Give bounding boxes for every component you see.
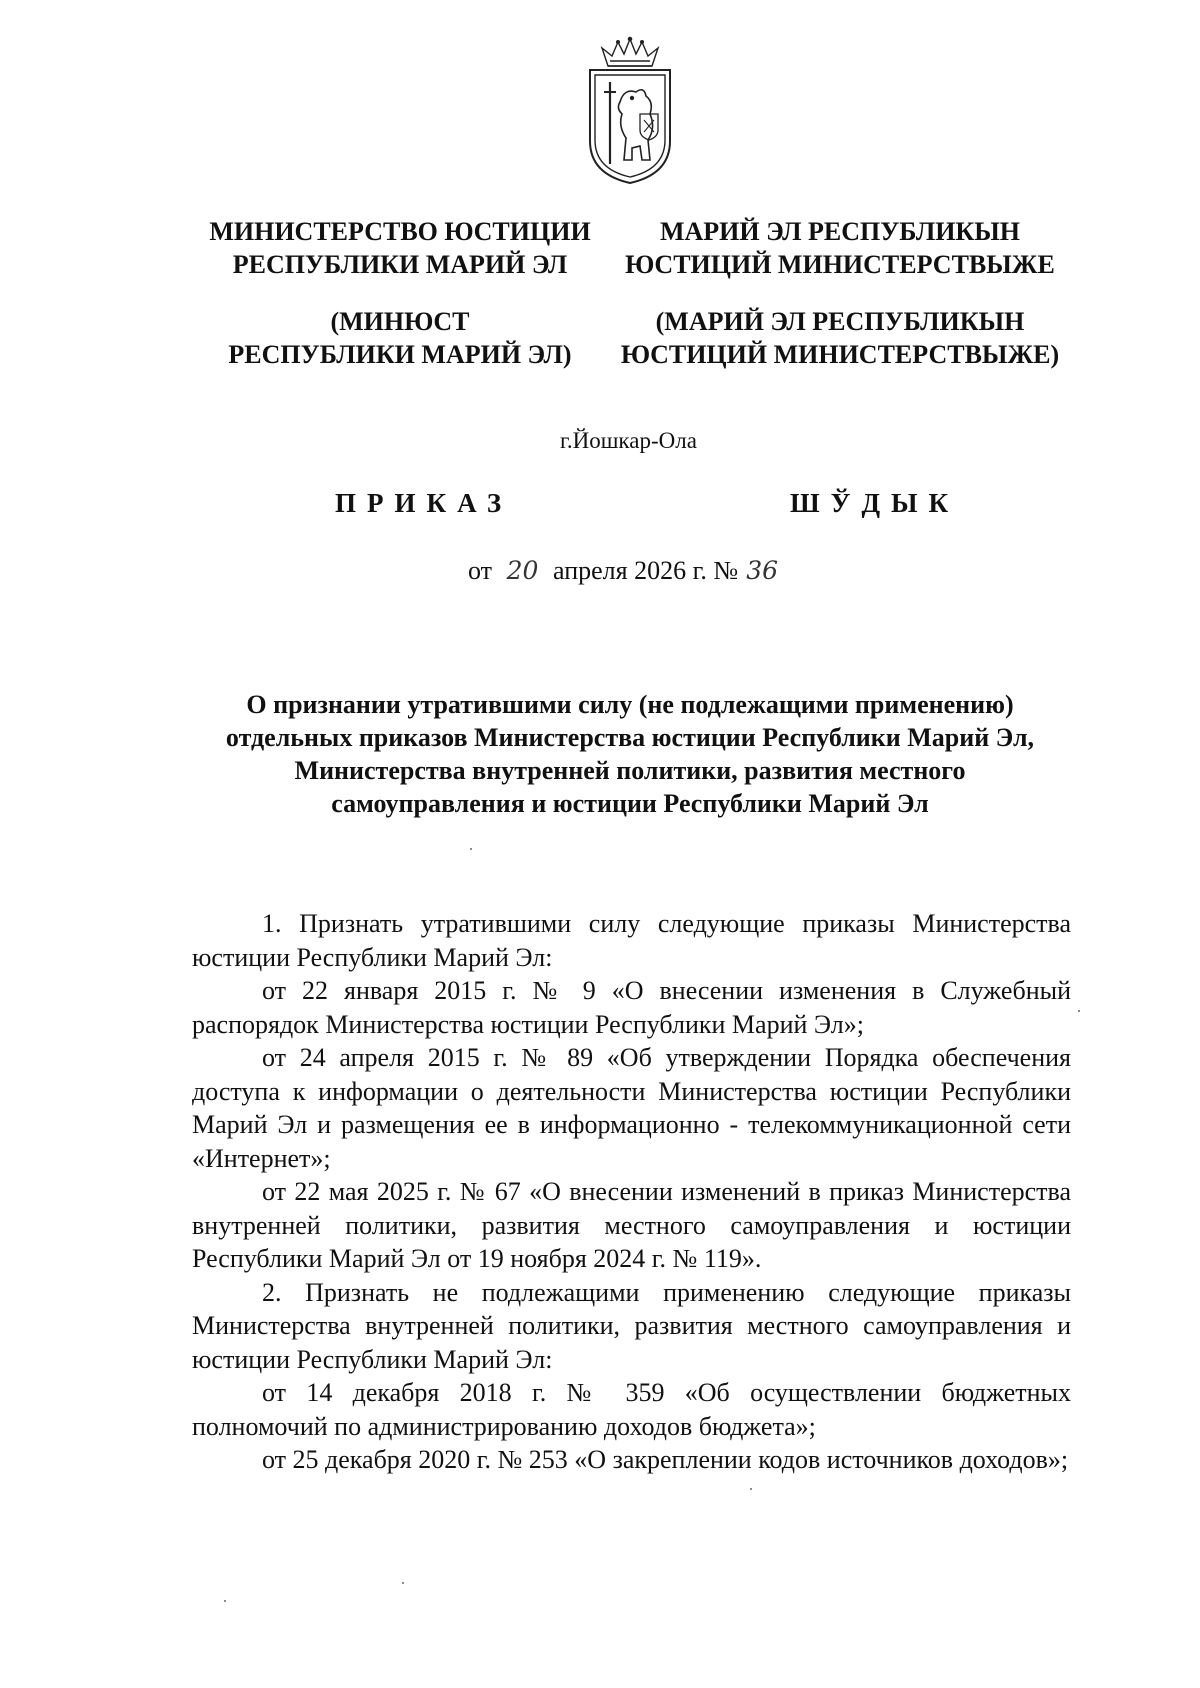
paragraph-2: 2. Признать не подлежащими применению следующие приказы Министерства внутренней политики, развития местного самоуправления и юстиции Республики Марий Эл:	[192, 1277, 1071, 1374]
doc-type-russian: ПРИКАЗ	[335, 488, 513, 518]
scan-speck	[470, 848, 472, 850]
ministry-short-name-russian	[200, 305, 600, 371]
ministry-short-mari-line2: ЮСТИЦИЙ МИНИСТЕРСТВЫЖЕ)	[620, 340, 1060, 369]
ministry-name-mari-line2: ЮСТИЦИЙ МИНИСТЕРСТВЫЖЕ	[625, 250, 1055, 279]
date-month-year: апреля 2026 г. №	[553, 556, 739, 585]
ministry-name-russian-line1: МИНИСТЕРСТВО ЮСТИЦИИ	[209, 217, 591, 246]
paragraph-1-item-3: от 22 мая 2025 г. № 67 «О внесении изменений в приказ Министерства внутренней политики, развития местного самоуправления и юстиции Республики Марий Эл от 19 ноября 2024 г. № 119».	[192, 1177, 1071, 1273]
ministry-short-mari-line1: (МАРИЙ ЭЛ РЕСПУБЛИКЫН	[655, 307, 1025, 336]
ministry-name-mari-line1: МАРИЙ ЭЛ РЕСПУБЛИКЫН	[659, 217, 1021, 246]
handwritten-day: 20	[506, 556, 539, 585]
city-name: г.Йошкар-Ола	[560, 428, 697, 453]
order-body	[192, 907, 1071, 1477]
order-date-line	[468, 556, 786, 586]
order-title-line4: самоуправления и юстиции Республики Марий Эл	[331, 789, 929, 818]
paragraph-2-item-1: от 14 декабря 2018 г. № 359 «Об осуществлении бюджетных полномочий по администрированию доходов бюджета»;	[192, 1378, 1071, 1441]
ministry-name-mari	[620, 215, 1060, 281]
scan-speck	[402, 1582, 404, 1584]
scan-speck	[1078, 1010, 1080, 1012]
paragraph-1-item-1: от 22 января 2015 г. № 9 «О внесении изменения в Служебный распорядок Министерства юстиции Республики Марий Эл»;	[192, 976, 1071, 1039]
scan-speck	[750, 1488, 752, 1490]
paragraph-1-item-2: от 24 апреля 2015 г. № 89 «Об утверждении Порядка обеспечения доступа к информации о деятельности Министерства юстиции Республики Марий Эл и размещения ее в информационно - телекоммуникационной сети «Интернет»;	[192, 1043, 1071, 1173]
paragraph-2-item-2: от 25 декабря 2020 г. № 253 «О закреплении кодов источников доходов»;	[262, 1445, 1069, 1474]
ministry-short-name-mari	[620, 305, 1060, 371]
handwritten-order-number: 36	[746, 556, 779, 585]
date-prefix: от	[468, 556, 493, 585]
order-title-line2: отдельных приказов Министерства юстиции Республики Марий Эл,	[225, 723, 1035, 752]
ministry-name-russian	[200, 215, 600, 281]
order-title-line1: О признании утратившими силу (не подлежащими применению)	[246, 690, 1014, 719]
paragraph-1: 1. Признать утратившими силу следующие приказы Министерства юстиции Республики Марий Эл:	[192, 909, 1071, 972]
order-title	[190, 688, 1070, 820]
ministry-short-russian-line1: (МИНЮСТ	[330, 307, 470, 336]
doc-type-mari: ШЎДЫК	[790, 488, 960, 518]
scan-speck	[224, 1600, 226, 1602]
ministry-short-russian-line2: РЕСПУБЛИКИ МАРИЙ ЭЛ)	[228, 340, 572, 369]
ministry-name-russian-line2: РЕСПУБЛИКИ МАРИЙ ЭЛ	[232, 250, 568, 279]
order-title-line3: Министерства внутренней политики, развития местного	[294, 756, 966, 785]
coat-of-arms-emblem	[580, 36, 680, 186]
